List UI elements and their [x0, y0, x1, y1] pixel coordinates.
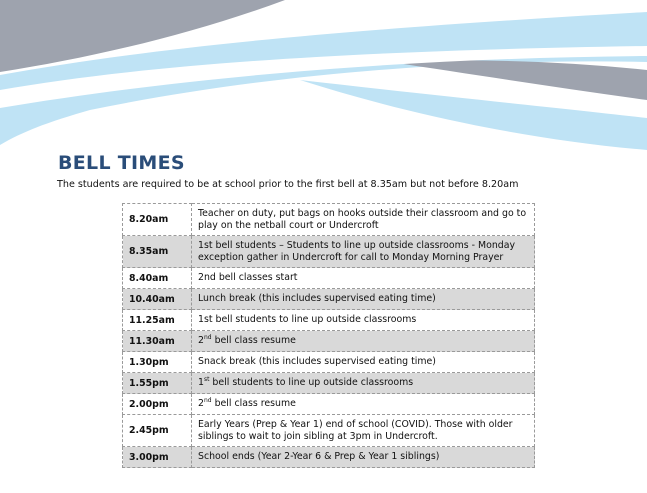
bell-time-cell: 1.55pm [123, 373, 192, 394]
bell-time-cell: 8.35am [123, 236, 192, 268]
table-row [123, 373, 535, 394]
table-row [123, 204, 535, 236]
page-title: BELL TIMES [58, 152, 185, 174]
ordinal-suffix: st [203, 376, 210, 384]
bell-description-cell [192, 394, 535, 415]
bell-description-cell [192, 373, 535, 394]
bell-description-cell [192, 331, 535, 352]
bell-time-cell: 11.25am [123, 310, 192, 331]
bell-time-cell: 8.40am [123, 268, 192, 289]
bell-description-cell: Snack break (this includes supervised eating time) [192, 352, 535, 373]
bell-description-cell: Early Years (Prep & Year 1) end of school (COVID). Those with older siblings to wait to join sibling at 3pm in Undercroft. [192, 415, 535, 447]
bell-time-cell: 11.30am [123, 331, 192, 352]
bell-description-cell: Lunch break (this includes supervised eating time) [192, 289, 535, 310]
bell-description-cell: Teacher on duty, put bags on hooks outside their classroom and go to play on the netball court or Undercroft [192, 204, 535, 236]
bell-description-cell: 1st bell students – Students to line up outside classrooms - Monday exception gather in Undercroft for call to Monday Morning Prayer [192, 236, 535, 268]
bell-description-cell: 2nd bell classes start [192, 268, 535, 289]
table-row [123, 331, 535, 352]
description-text: bell students to line up outside classrooms [209, 377, 414, 389]
ordinal-number: 2 [198, 335, 204, 347]
table-row [123, 394, 535, 415]
ordinal-number: 1 [198, 377, 204, 389]
description-text: bell class resume [211, 398, 296, 410]
bell-time-cell: 2.45pm [123, 415, 192, 447]
table-row [123, 310, 535, 331]
bell-description-cell: 1st bell students to line up outside classrooms [192, 310, 535, 331]
header-wave-decoration [0, 0, 647, 150]
table-row [123, 268, 535, 289]
ordinal-number: 2 [198, 398, 204, 410]
bell-time-cell: 2.00pm [123, 394, 192, 415]
intro-text: The students are required to be at school prior to the first bell at 8.35am but not before 8.20am [57, 179, 519, 190]
ordinal-suffix: nd [203, 334, 212, 342]
bell-time-cell: 10.40am [123, 289, 192, 310]
bell-description-cell: School ends (Year 2-Year 6 & Prep & Year 1 siblings) [192, 447, 535, 468]
description-text: bell class resume [211, 335, 296, 347]
table-row [123, 289, 535, 310]
ordinal-suffix: nd [203, 397, 212, 405]
table-row [123, 447, 535, 468]
table-row [123, 352, 535, 373]
table-row [123, 415, 535, 447]
bell-time-cell: 8.20am [123, 204, 192, 236]
bell-time-cell: 3.00pm [123, 447, 192, 468]
bell-time-cell: 1.30pm [123, 352, 192, 373]
wave-grey-right [390, 60, 647, 100]
table-row [123, 236, 535, 268]
bell-times-table [122, 203, 535, 468]
